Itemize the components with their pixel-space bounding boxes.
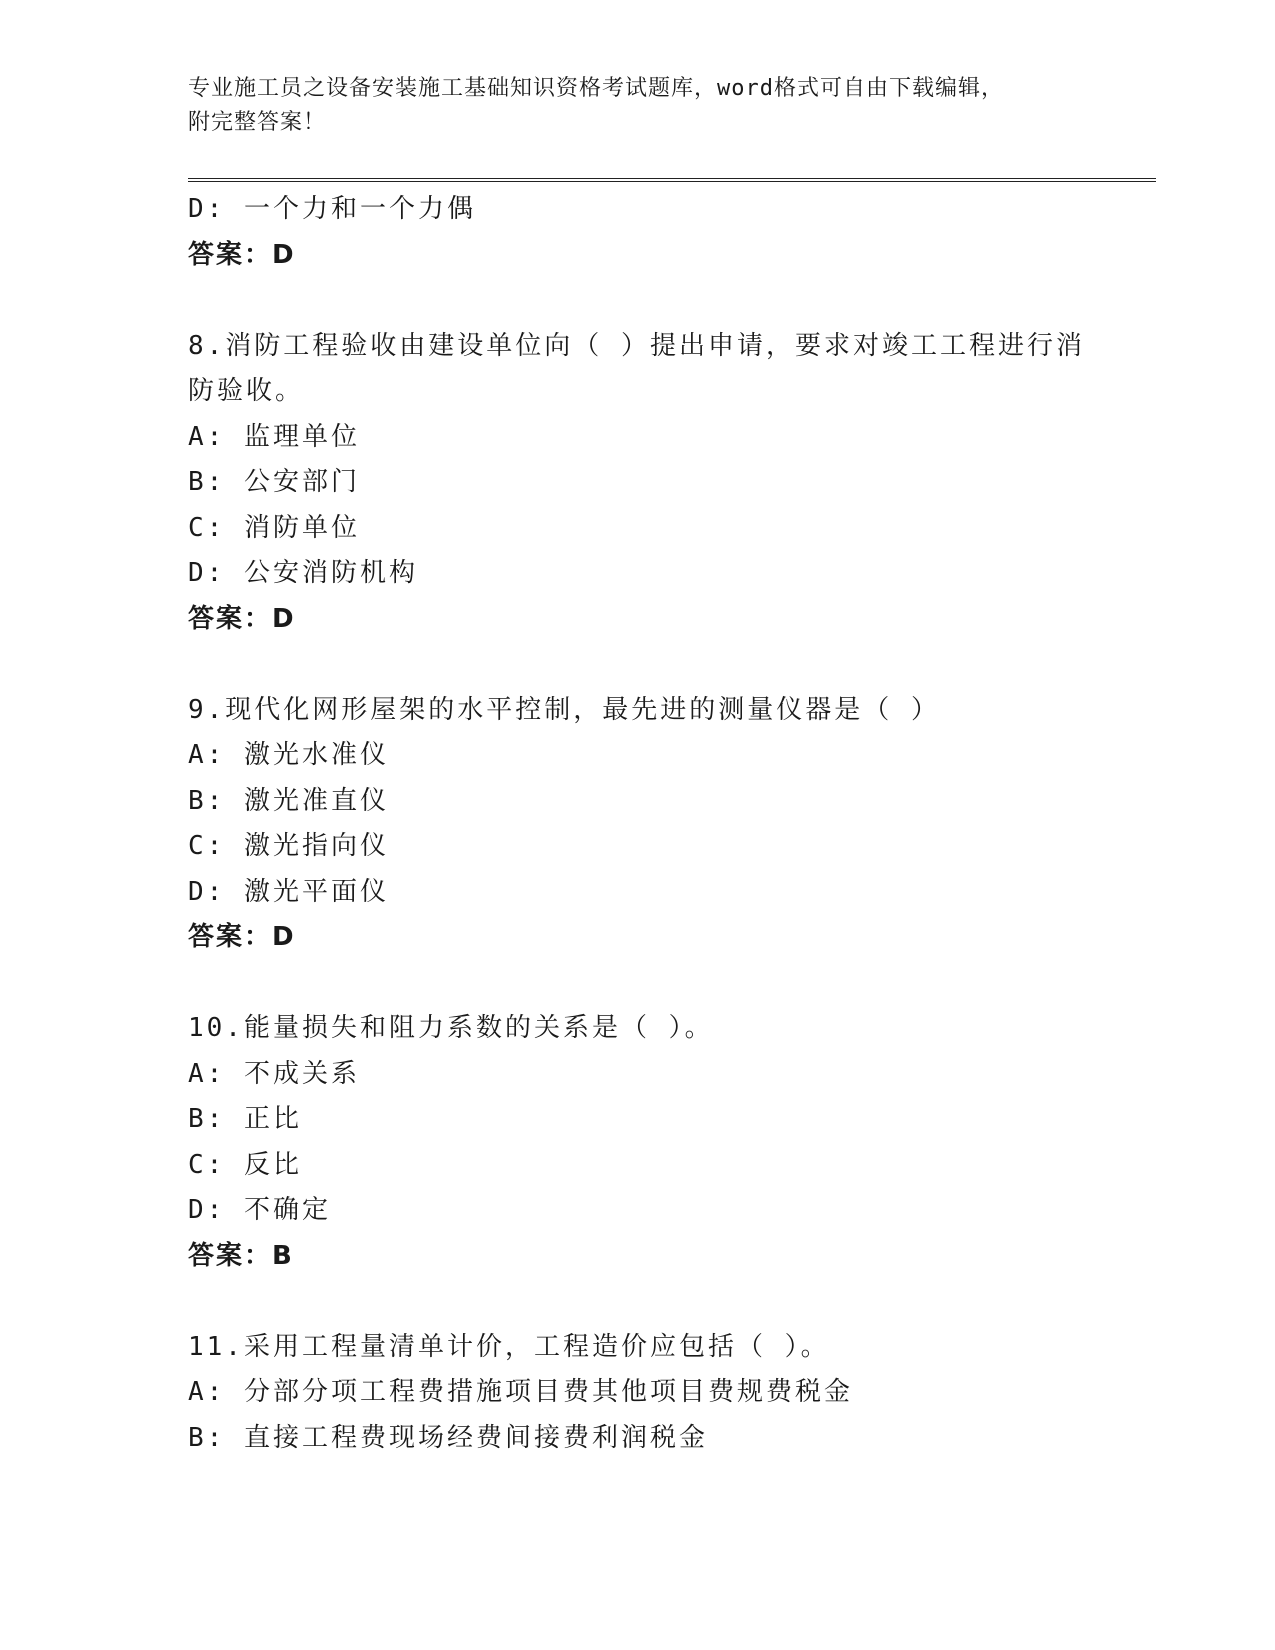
- spacer: [188, 1279, 1148, 1325]
- option-a: A: 不成关系: [188, 1058, 360, 1089]
- answer-line: 答案：D: [188, 239, 296, 270]
- option-d: D: 激光平面仪: [188, 876, 389, 907]
- question-stem: 8.消防工程验收由建设单位向（ ）提出申请，要求对竣工工程进行消: [188, 330, 1085, 361]
- answer-line: 答案：D: [188, 603, 296, 634]
- answer-line: 答案：B: [188, 1240, 294, 1271]
- question-9: [188, 688, 1148, 961]
- option-d: D: 公安消防机构: [188, 558, 418, 588]
- option-a: A: 监理单位: [188, 421, 360, 452]
- option-c: C: 反比: [188, 1149, 302, 1180]
- option-a: A: 分部分项工程费措施项目费其他项目费规费税金: [188, 1377, 853, 1407]
- option-b: B: 正比: [188, 1104, 302, 1134]
- option-b: B: 公安部门: [188, 467, 360, 497]
- option-c: C: 激光指向仪: [188, 831, 389, 861]
- option-b: B: 激光准直仪: [188, 785, 389, 816]
- question-8: [188, 324, 1148, 643]
- question-list: [188, 187, 1148, 1461]
- option-d: D: 不确定: [188, 1195, 331, 1225]
- spacer: [188, 278, 1148, 324]
- option-b: B: 直接工程费现场经费间接费利润税金: [188, 1422, 708, 1453]
- question-stem: 11.采用工程量清单计价，工程造价应包括（ ）。: [188, 1331, 830, 1362]
- question-10: [188, 1006, 1148, 1279]
- header-title-line-1: 专业施工员之设备安装施工基础知识资格考试题库，word格式可自由下载编辑，: [188, 76, 1004, 101]
- spacer: [188, 961, 1148, 1007]
- question-stem: 10.能量损失和阻力系数的关系是（ ）。: [188, 1013, 714, 1043]
- page-header: [188, 72, 1088, 140]
- option-d: D: 一个力和一个力偶: [188, 194, 476, 224]
- question-stem: 防验收。: [188, 376, 305, 406]
- question-stem: 9.现代化网形屋架的水平控制，最先进的测量仪器是（ ）: [188, 694, 940, 725]
- option-c: C: 消防单位: [188, 512, 360, 543]
- answer-line: 答案：D: [188, 922, 296, 952]
- header-divider: [188, 178, 1156, 182]
- header-title-line-2: 附完整答案！: [188, 110, 327, 135]
- question-11: [188, 1325, 1148, 1462]
- option-a: A: 激光水准仪: [188, 740, 389, 770]
- spacer: [188, 642, 1148, 688]
